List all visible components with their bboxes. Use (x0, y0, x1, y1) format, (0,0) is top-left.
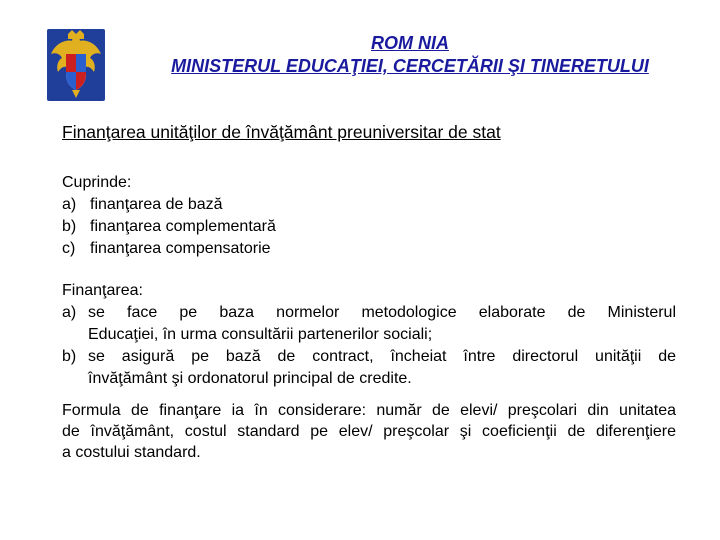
section-intro: Cuprinde: (62, 174, 132, 191)
list-item-label: b) (62, 218, 77, 235)
list-item-text-line2: Educaţiei, în urma consultării partenerilor sociali; (88, 326, 433, 343)
list-item-text: finanţarea complementară (90, 218, 276, 235)
list-item-label: a) (62, 196, 77, 213)
list-item (62, 302, 676, 324)
country-name: ROM NIA (371, 33, 449, 53)
romania-coat-of-arms-icon (46, 28, 106, 102)
section-intro: Finanţarea: (62, 282, 143, 299)
list-item-text-line2: învăţământ şi ordonatorul principal de credite. (88, 370, 412, 387)
document-header (120, 32, 700, 78)
financing-formula-section (62, 400, 676, 463)
list-item (62, 194, 676, 216)
list-item-label: a) (62, 304, 77, 321)
list-item (62, 216, 676, 238)
ministry-name: MINISTERUL EDUCAŢIEI, CERCETĂRII ŞI TINERETULUI (171, 56, 649, 76)
formula-text-line2: de învăţământ, costul standard pe elev/ preşcolar şi coeficienţii de diferenţiere (62, 423, 676, 440)
list-item-label: b) (62, 348, 77, 365)
list-item-text: finanţarea de bază (90, 196, 223, 213)
list-item (62, 238, 676, 260)
list-item-text-line1: se face pe baza normelor metodologice elaborate de Ministerul (88, 304, 676, 321)
list-item-label: c) (62, 240, 76, 257)
financing-components-section (62, 172, 676, 260)
financing-basis-section (62, 280, 676, 390)
list-item (62, 346, 676, 368)
list-item-text-line1: se asigură pe bază de contract, încheiat între directorul unităţii de (88, 348, 676, 365)
formula-text-line1: Formula de finanţare ia în considerare: număr de elevi/ preşcolari din unitatea (62, 402, 676, 419)
formula-text-line3: a costului standard. (62, 444, 201, 461)
list-item-text: finanţarea compensatorie (90, 240, 271, 257)
page-title: Finanţarea unităţilor de învăţământ preuniversitar de stat (62, 122, 501, 142)
